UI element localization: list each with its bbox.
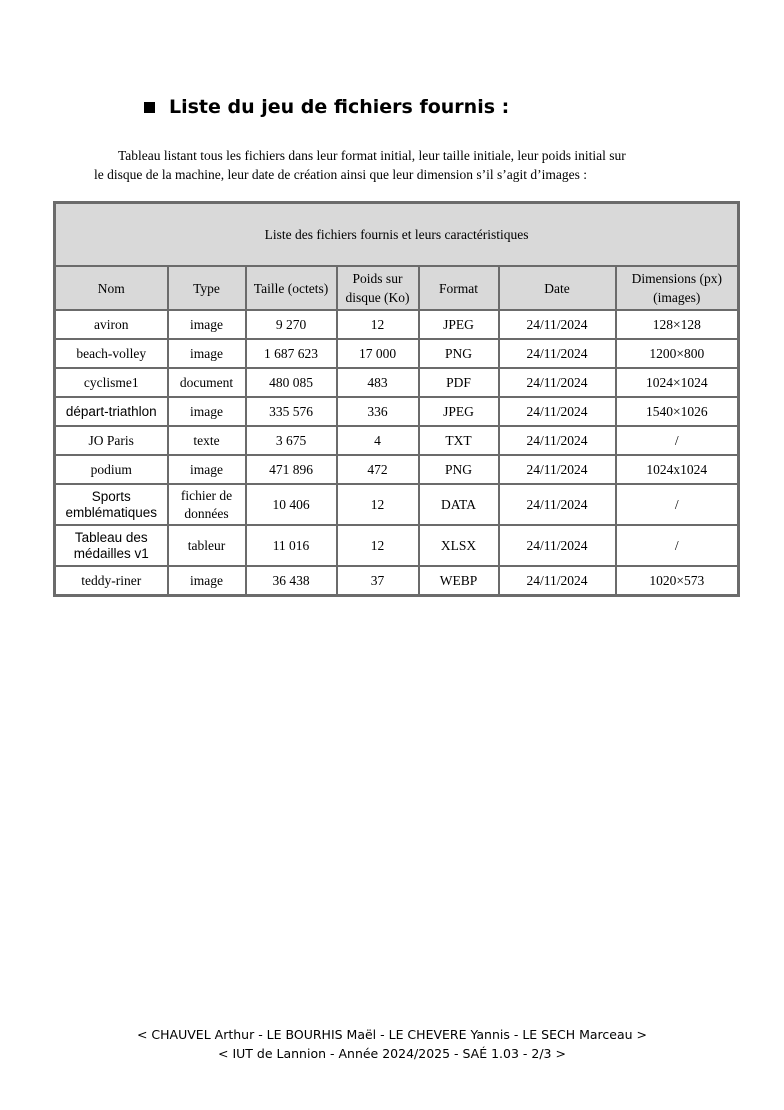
cell-poids: 336 xyxy=(337,397,419,426)
cell-dimensions: 1024x1024 xyxy=(616,455,739,484)
table-caption: Liste des fichiers fournis et leurs caractéristiques xyxy=(55,203,739,267)
cell-nom-line1: Tableau des xyxy=(74,529,148,545)
cell-dimensions: / xyxy=(616,525,739,566)
cell-format: DATA xyxy=(419,484,499,525)
cell-type: texte xyxy=(168,426,246,455)
cell-type-line1: fichier de xyxy=(180,487,233,503)
cell-type: tableur xyxy=(168,525,246,566)
intro-paragraph xyxy=(94,146,704,184)
cell-taille: 480 085 xyxy=(246,368,337,397)
section-heading-text: Liste du jeu de fichiers fournis : xyxy=(169,96,510,118)
cell-taille: 11 016 xyxy=(246,525,337,566)
header-format: Format xyxy=(419,266,499,310)
cell-nom: JO Paris xyxy=(55,426,168,455)
cell-date: 24/11/2024 xyxy=(499,339,616,368)
cell-nom xyxy=(55,484,168,525)
cell-date: 24/11/2024 xyxy=(499,368,616,397)
cell-poids: 4 xyxy=(337,426,419,455)
files-table xyxy=(53,201,740,597)
intro-line-1: Tableau listant tous les fichiers dans leur format initial, leur taille initiale, leur poids initial sur xyxy=(118,148,626,163)
cell-taille: 10 406 xyxy=(246,484,337,525)
cell-nom: cyclisme1 xyxy=(55,368,168,397)
cell-taille: 335 576 xyxy=(246,397,337,426)
footer-authors: < CHAUVEL Arthur - LE BOURHIS Maël - LE CHEVERE Yannis - LE SECH Marceau > xyxy=(136,1027,648,1042)
cell-format: PDF xyxy=(419,368,499,397)
cell-dimensions: 1540×1026 xyxy=(616,397,739,426)
cell-taille: 1 687 623 xyxy=(246,339,337,368)
table-row xyxy=(55,310,739,339)
table-row xyxy=(55,484,739,525)
table-row xyxy=(55,455,739,484)
cell-date: 24/11/2024 xyxy=(499,525,616,566)
header-dimensions-line1: Dimensions (px) xyxy=(631,271,722,286)
cell-nom: départ-triathlon xyxy=(55,397,168,426)
cell-poids: 483 xyxy=(337,368,419,397)
cell-format: PNG xyxy=(419,455,499,484)
cell-nom xyxy=(55,525,168,566)
header-poids-line2: disque (Ko) xyxy=(345,290,410,305)
table-row xyxy=(55,566,739,596)
cell-poids: 12 xyxy=(337,484,419,525)
header-poids-line1: Poids sur xyxy=(352,271,403,286)
square-bullet-icon xyxy=(144,102,155,113)
cell-taille: 36 438 xyxy=(246,566,337,596)
cell-date: 24/11/2024 xyxy=(499,566,616,596)
table-row xyxy=(55,339,739,368)
cell-nom: teddy-riner xyxy=(55,566,168,596)
cell-date: 24/11/2024 xyxy=(499,426,616,455)
cell-type: image xyxy=(168,397,246,426)
cell-taille: 9 270 xyxy=(246,310,337,339)
cell-type xyxy=(168,484,246,525)
cell-dimensions: 1200×800 xyxy=(616,339,739,368)
cell-poids: 472 xyxy=(337,455,419,484)
cell-nom-line2: médailles v1 xyxy=(73,545,149,561)
cell-dimensions: / xyxy=(616,484,739,525)
cell-nom-line2: emblématiques xyxy=(65,504,158,520)
cell-type: document xyxy=(168,368,246,397)
cell-nom-line1: Sports xyxy=(91,488,131,504)
cell-dimensions: 128×128 xyxy=(616,310,739,339)
cell-poids: 12 xyxy=(337,525,419,566)
cell-taille: 471 896 xyxy=(246,455,337,484)
cell-date: 24/11/2024 xyxy=(499,455,616,484)
header-type: Type xyxy=(168,266,246,310)
cell-dimensions: / xyxy=(616,426,739,455)
cell-type: image xyxy=(168,339,246,368)
header-dimensions-line2: (images) xyxy=(653,290,701,305)
cell-dimensions: 1024×1024 xyxy=(616,368,739,397)
cell-type: image xyxy=(168,566,246,596)
cell-date: 24/11/2024 xyxy=(499,310,616,339)
cell-format: JPEG xyxy=(419,310,499,339)
cell-nom: beach-volley xyxy=(55,339,168,368)
table-row xyxy=(55,426,739,455)
cell-dimensions: 1020×573 xyxy=(616,566,739,596)
header-nom: Nom xyxy=(55,266,168,310)
cell-nom: podium xyxy=(55,455,168,484)
cell-format: PNG xyxy=(419,339,499,368)
header-dimensions xyxy=(616,266,739,310)
footer-info: < IUT de Lannion - Année 2024/2025 - SAÉ 1.03 - 2/3 > xyxy=(218,1046,566,1061)
intro-line-2: le disque de la machine, leur date de création ainsi que leur dimension s’il s’agit d’images : xyxy=(94,167,587,182)
cell-format: XLSX xyxy=(419,525,499,566)
cell-poids: 12 xyxy=(337,310,419,339)
cell-format: TXT xyxy=(419,426,499,455)
cell-type-line2: données xyxy=(184,505,229,521)
cell-poids: 37 xyxy=(337,566,419,596)
header-date: Date xyxy=(499,266,616,310)
cell-nom: aviron xyxy=(55,310,168,339)
table-row xyxy=(55,525,739,566)
cell-type: image xyxy=(168,310,246,339)
cell-date: 24/11/2024 xyxy=(499,484,616,525)
cell-poids: 17 000 xyxy=(337,339,419,368)
cell-format: JPEG xyxy=(419,397,499,426)
table-row xyxy=(55,368,739,397)
section-heading xyxy=(140,96,509,118)
header-taille: Taille (octets) xyxy=(246,266,337,310)
cell-date: 24/11/2024 xyxy=(499,397,616,426)
table-row xyxy=(55,397,739,426)
header-poids xyxy=(337,266,419,310)
cell-taille: 3 675 xyxy=(246,426,337,455)
cell-type: image xyxy=(168,455,246,484)
cell-format: WEBP xyxy=(419,566,499,596)
